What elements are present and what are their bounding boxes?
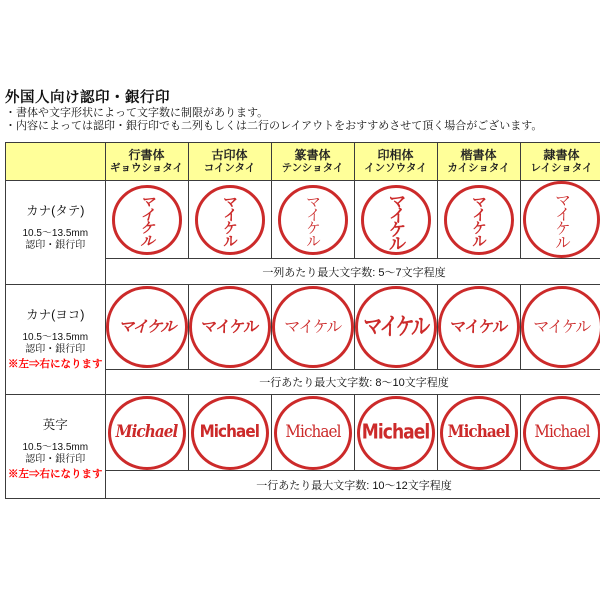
table-header-row <box>6 143 600 181</box>
seal-cell <box>437 181 520 259</box>
font-kana: カイショタイ <box>447 162 510 174</box>
row-label-eiji <box>6 395 106 499</box>
row-label-stack <box>6 285 105 376</box>
seal-text: マイケル <box>304 193 322 246</box>
row-use-text: 認印・銀行印 <box>25 344 86 355</box>
font-name: 楷書体 <box>460 148 497 162</box>
seal-cell <box>188 395 271 471</box>
seal-text: マイケル <box>363 312 428 341</box>
seal-cell <box>271 285 354 370</box>
seal-stamp <box>438 286 520 368</box>
seal-cell <box>437 395 520 471</box>
intro-note-line-2: ・内容によっては認印・銀行印でも二列もしくは二行のレイアウトをおすすめさせて頂く場合がございます。 <box>5 120 543 132</box>
seal-cell <box>354 181 437 259</box>
seal-style-table <box>5 142 600 499</box>
row-label-kana-yoko <box>6 285 106 395</box>
font-name: 篆書体 <box>294 148 331 162</box>
direction-warning: ※左⇒右になります <box>8 358 103 370</box>
seal-cell <box>271 181 354 259</box>
seal-text: Michael <box>533 422 590 442</box>
seal-text: マイケル <box>450 317 507 336</box>
seal-cell <box>520 285 600 370</box>
seal-stamp <box>361 185 431 255</box>
seal-cell <box>105 395 188 471</box>
seal-stamp <box>272 286 354 368</box>
seal-stamp <box>355 286 437 368</box>
row-eiji-seals <box>6 395 600 471</box>
max-chars-note: 一行あたり最大文字数: 8～10文字程度 <box>105 370 600 395</box>
font-name: 古印体 <box>211 148 248 162</box>
header-insou <box>354 143 437 181</box>
seal-text: Michael <box>284 422 341 442</box>
seal-text: マイケル <box>552 191 572 248</box>
seal-text: Michael <box>199 422 260 442</box>
max-chars-note: 一列あたり最大文字数: 5～7文字程度 <box>105 259 600 285</box>
seal-cell <box>271 395 354 471</box>
row-use-text: 認印・銀行印 <box>25 454 86 465</box>
seal-text: マイケル <box>201 317 258 336</box>
font-name: 行書体 <box>128 148 165 162</box>
seal-text: Michael <box>447 422 510 442</box>
row-label-kana-tate <box>6 181 106 285</box>
seal-cell <box>520 181 600 259</box>
seal-stamp <box>523 181 600 258</box>
seal-text: マイケル <box>533 317 590 336</box>
row-label-text: カナ(ヨコ) <box>26 308 85 322</box>
seal-text: マイケル <box>284 317 341 336</box>
seal-text: Michael <box>361 419 430 444</box>
seal-stamp <box>195 185 265 255</box>
seal-stamp <box>108 396 186 470</box>
row-label-stack <box>6 181 105 257</box>
intro-note-line-1: ・書体や文字形状によって文字数に制限があります。 <box>5 107 269 119</box>
font-name: 印相体 <box>377 148 414 162</box>
seal-stamp <box>357 396 435 470</box>
intro-notes <box>5 107 542 133</box>
row-kana-tate-seals <box>6 181 600 259</box>
seal-cell <box>354 285 437 370</box>
seal-stamp <box>278 185 348 255</box>
seal-stamp <box>274 396 352 470</box>
font-kana: コインタイ <box>203 162 256 174</box>
seal-text: マイケル <box>470 193 488 246</box>
font-kana: テンショタイ <box>281 162 344 174</box>
row-label-text: 英字 <box>42 418 68 432</box>
font-kana: レイショタイ <box>530 162 593 174</box>
seal-cell <box>437 285 520 370</box>
seal-cell <box>188 285 271 370</box>
row-size-text: 10.5～13.5mm <box>22 332 89 343</box>
seal-stamp <box>112 185 182 255</box>
header-corner-cell <box>6 143 106 181</box>
header-tensho <box>271 143 354 181</box>
max-chars-note: 一行あたり最大文字数: 10～12文字程度 <box>105 471 600 499</box>
seal-text: マイケル <box>385 191 407 248</box>
row-size-text: 10.5～13.5mm <box>22 442 89 453</box>
seal-stamp <box>191 396 269 470</box>
row-use-text: 認印・銀行印 <box>25 240 86 251</box>
row-kana-yoko-seals <box>6 285 600 370</box>
header-kaisho <box>437 143 520 181</box>
seal-stamp <box>521 286 600 368</box>
page-title: 外国人向け認印・銀行印 <box>5 90 170 106</box>
font-name: 隷書体 <box>543 148 580 162</box>
direction-warning: ※左⇒右になります <box>8 468 103 480</box>
seal-cell <box>105 181 188 259</box>
seal-stamp <box>523 396 600 470</box>
row-size-text: 10.5～13.5mm <box>22 228 89 239</box>
seal-cell <box>354 395 437 471</box>
font-kana: インソウタイ <box>364 162 427 174</box>
header-reisho <box>520 143 600 181</box>
row-label-stack <box>6 395 105 486</box>
seal-cell <box>188 181 271 259</box>
seal-cell <box>105 285 188 370</box>
seal-stamp <box>189 286 271 368</box>
seal-text: マイケル <box>138 193 156 246</box>
row-label-text: カナ(タテ) <box>26 204 85 218</box>
seal-stamp <box>106 286 188 368</box>
header-gyousho <box>105 143 188 181</box>
header-koin <box>188 143 271 181</box>
seal-cell <box>520 395 600 471</box>
seal-text: Michael <box>115 422 178 442</box>
seal-stamp <box>444 185 514 255</box>
font-kana: ギョウショタイ <box>109 162 184 174</box>
seal-text: マイケル <box>118 317 175 336</box>
seal-stamp <box>440 396 518 470</box>
seal-text: マイケル <box>221 193 239 246</box>
